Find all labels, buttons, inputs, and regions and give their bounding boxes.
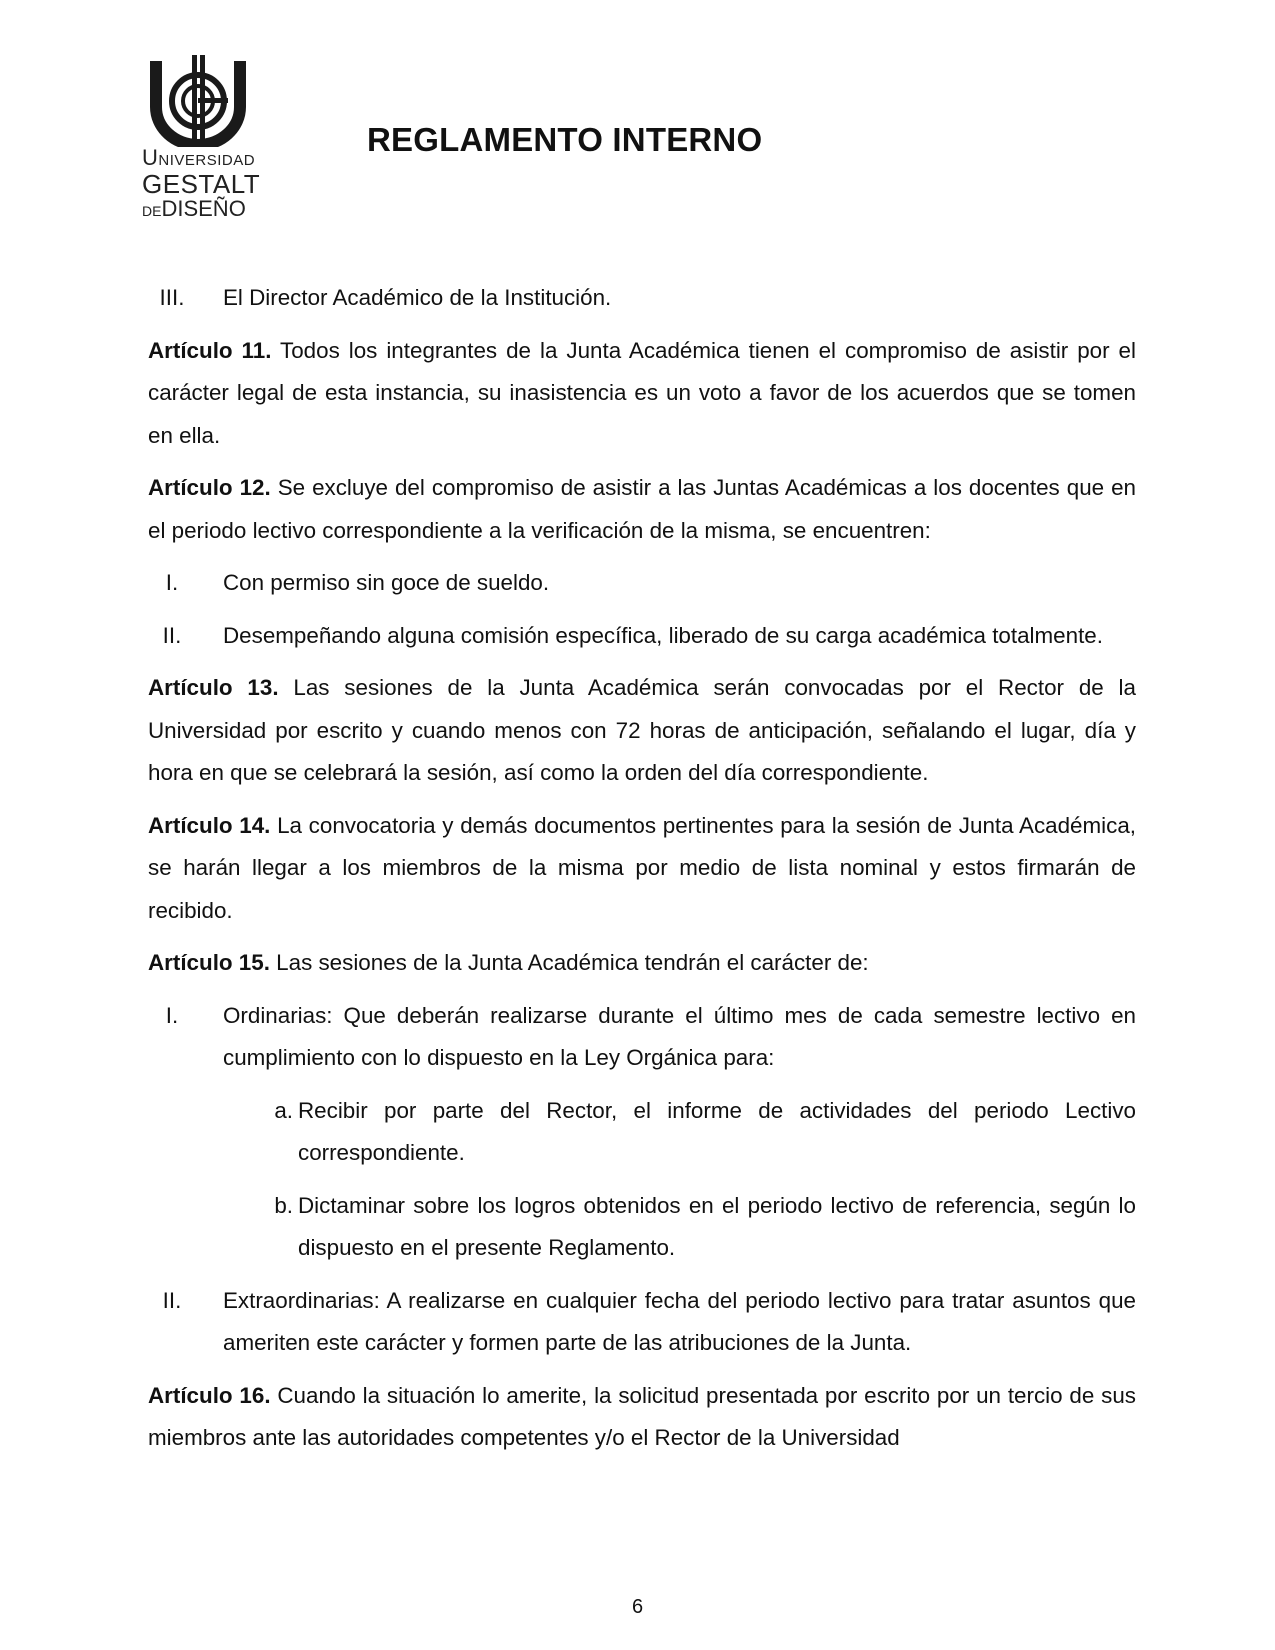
list-text: Recibir por parte del Rector, el informe de actividades del periodo Lectivo correspondiente.: [298, 1097, 1136, 1165]
article-13: [148, 667, 1136, 795]
article-label: Artículo 14.: [148, 812, 271, 838]
list-item: [148, 562, 1136, 605]
article-text: Cuando la situación lo amerite, la solicitud presentada por escrito por un tercio de sus miembros ante las autoridades competentes y/o el Rector de la Universidad: [148, 1382, 1136, 1450]
list-text: Ordinarias: Que deberán realizarse durante el último mes de cada semestre lectivo en cumplimiento con lo dispuesto en la Ley Orgánica para:: [223, 1002, 1136, 1070]
list-letter: b.: [274, 1192, 293, 1218]
logo-line3-prefix: DE: [142, 203, 162, 219]
article-15: [148, 942, 1136, 985]
list-number: II.: [162, 622, 182, 648]
article-label: Artículo 16.: [148, 1382, 271, 1408]
article-label: Artículo 13.: [148, 675, 279, 700]
list-number: I.: [165, 570, 179, 595]
article-label: Artículo 11.: [148, 337, 272, 363]
article-text: Las sesiones de la Junta Académica serán convocadas por el Rector de la Universidad por escrito y cuando menos con 72 horas de anticipación, señalando el lugar, día y hora en que se celebrará la sesión, así como la orden del día correspondiente.: [148, 675, 1136, 785]
list-text: Dictaminar sobre los logros obtenidos en el periodo lectivo de referencia, según lo dispuesto en el presente Reglamento.: [298, 1192, 1136, 1260]
logo-line1-cap: U: [142, 145, 159, 170]
sub-list-item: [223, 1185, 1136, 1270]
list-item: [148, 1280, 1136, 1365]
list-text: El Director Académico de la Institución.: [223, 285, 612, 310]
list-item: [148, 615, 1136, 658]
list-number: III.: [159, 285, 185, 310]
logo-line2: GESTALT: [142, 169, 261, 199]
list-text: Extraordinarias: A realizarse en cualquier fecha del periodo lectivo para tratar asuntos que ameriten este carácter y formen parte de las atribuciones de la Junta.: [223, 1287, 1136, 1355]
article-text: Se excluye del compromiso de asistir a las Juntas Académicas a los docentes que en el periodo lectivo correspondiente a la verificación de la misma, se encuentren:: [148, 475, 1136, 543]
list-text: Desempeñando alguna comisión específica, liberado de su carga académica totalmente.: [223, 622, 1103, 648]
article-text: Las sesiones de la Junta Académica tendrán el carácter de:: [269, 950, 869, 975]
list-number: II.: [162, 1287, 182, 1313]
page-number: 6: [631, 1596, 644, 1618]
document-title: REGLAMENTO INTERNO: [367, 121, 763, 158]
article-14: [148, 805, 1136, 933]
article-text: Todos los integrantes de la Junta Académica tienen el compromiso de asistir por el carácter legal de esta instancia, su inasistencia es un voto a favor de los acuerdos que se tomen en ella.: [148, 337, 1136, 448]
ugd-emblem-icon: [142, 55, 272, 147]
logo-wordmark: [142, 147, 272, 220]
list-number: I.: [165, 1002, 179, 1028]
list-item: [148, 995, 1136, 1080]
sub-list-item: [223, 1090, 1136, 1175]
logo-line1-rest: NIVERSIDAD: [158, 152, 256, 169]
article-16: [148, 1375, 1136, 1460]
article-12: [148, 467, 1136, 552]
university-logo: [142, 55, 272, 230]
logo-line3: DISEÑO: [161, 196, 246, 221]
list-text: Con permiso sin goce de sueldo.: [223, 570, 550, 595]
article-11: [148, 330, 1136, 458]
list-letter: a.: [274, 1097, 293, 1123]
article-text: La convocatoria y demás documentos pertinentes para la sesión de Junta Académica, se harán llegar a los miembros de la misma por medio de lista nominal y estos firmarán de recibido.: [148, 812, 1137, 923]
article-label: Artículo 12.: [148, 475, 271, 500]
document-body: [148, 277, 1136, 1470]
list-item: [148, 277, 1136, 320]
article-label: Artículo 15.: [148, 950, 270, 975]
